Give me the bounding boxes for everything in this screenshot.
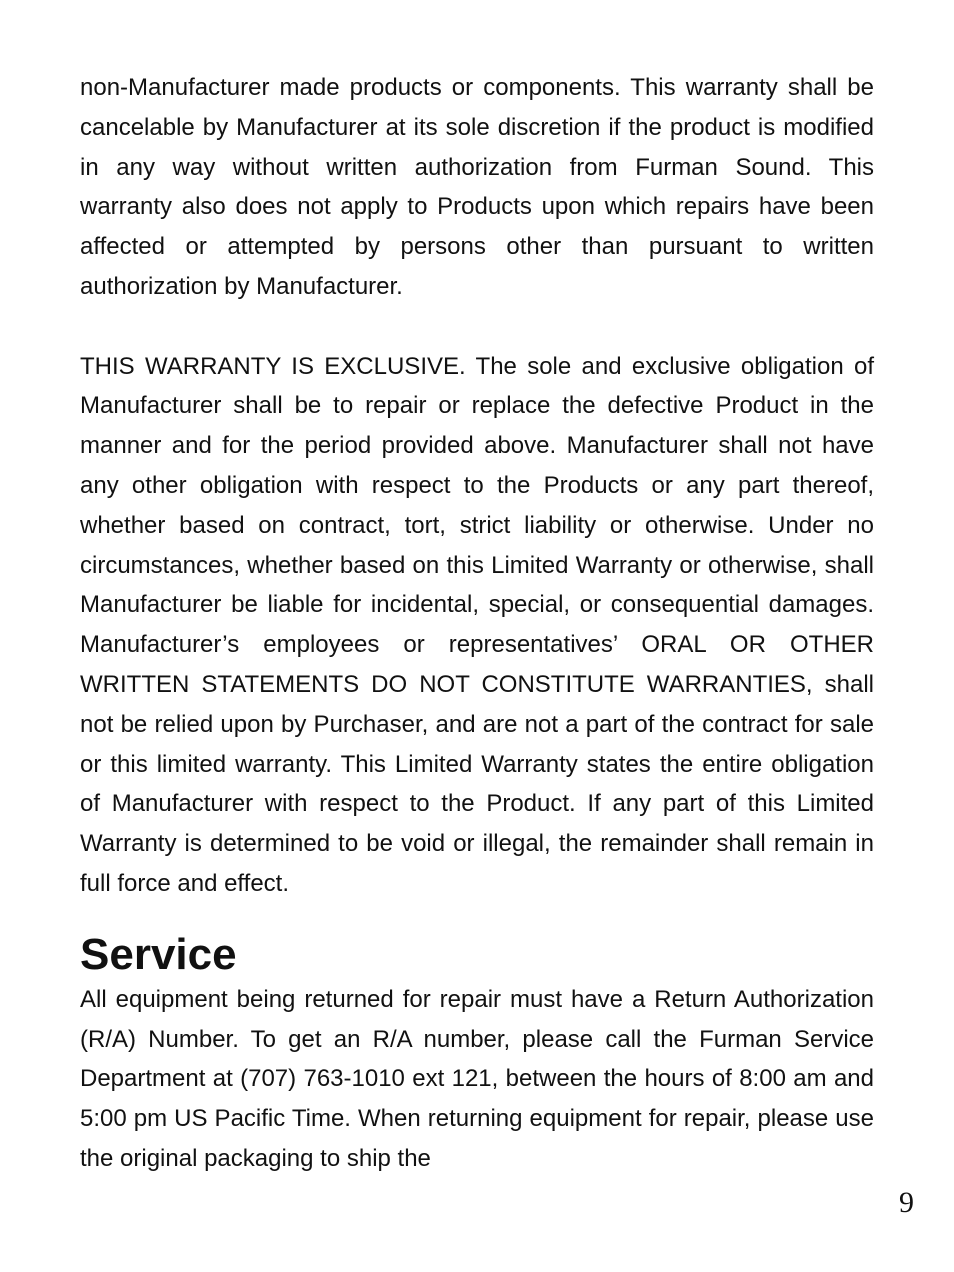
service-heading: Service (80, 929, 237, 979)
warranty-paragraph-2: THIS WARRANTY IS EXCLUSIVE. The sole and exclusive obligation of Manufacturer shall be to repair or replace the defective Product in the manner and for the period provided above. Manufacturer shall not have any other obligation with respect to the Products or any part thereof, whether based on contract, tort, strict liability or otherwise. Under no circumstances, whether based on this Limited Warranty or otherwise, shall Manufacturer be liable for incidental, special, or consequential damages. Manufacturer’s employees or representatives’ ORAL OR OTHER WRITTEN STATEMENTS DO NOT CONSTITUTE WARRANTIES, shall not be relied upon by Purchaser, and are not a part of the contract for sale or this limited warranty. This Limited Warranty states the entire obligation of Manufacturer with respect to the Product. If any part of this Limited Warranty is determined to be void or illegal, the remainder shall remain in full force and effect. (80, 352, 874, 897)
page-number: 9 (899, 1186, 914, 1219)
warranty-paragraph-1: non-Manufacturer made products or components. This warranty shall be cancelable by Manufacturer at its sole discretion if the product is modified in any way without written authorization from Furman Sound. This warranty also does not apply to Products upon which repairs have been affected or attempted by persons other than pursuant to written authorization by Manufacturer. (80, 74, 874, 300)
service-paragraph: All equipment being returned for repair must have a Return Authorization (R/A) Number. To get an R/A number, please call the Furman Service Department at (707) 763-1010 ext 121, between the hours of 8:00 am and 5:00 pm US Pacific Time. When returning equipment for repair, please use the original packaging to ship the (80, 985, 874, 1172)
paragraph-spacer (80, 307, 874, 347)
document-page (80, 68, 874, 1179)
